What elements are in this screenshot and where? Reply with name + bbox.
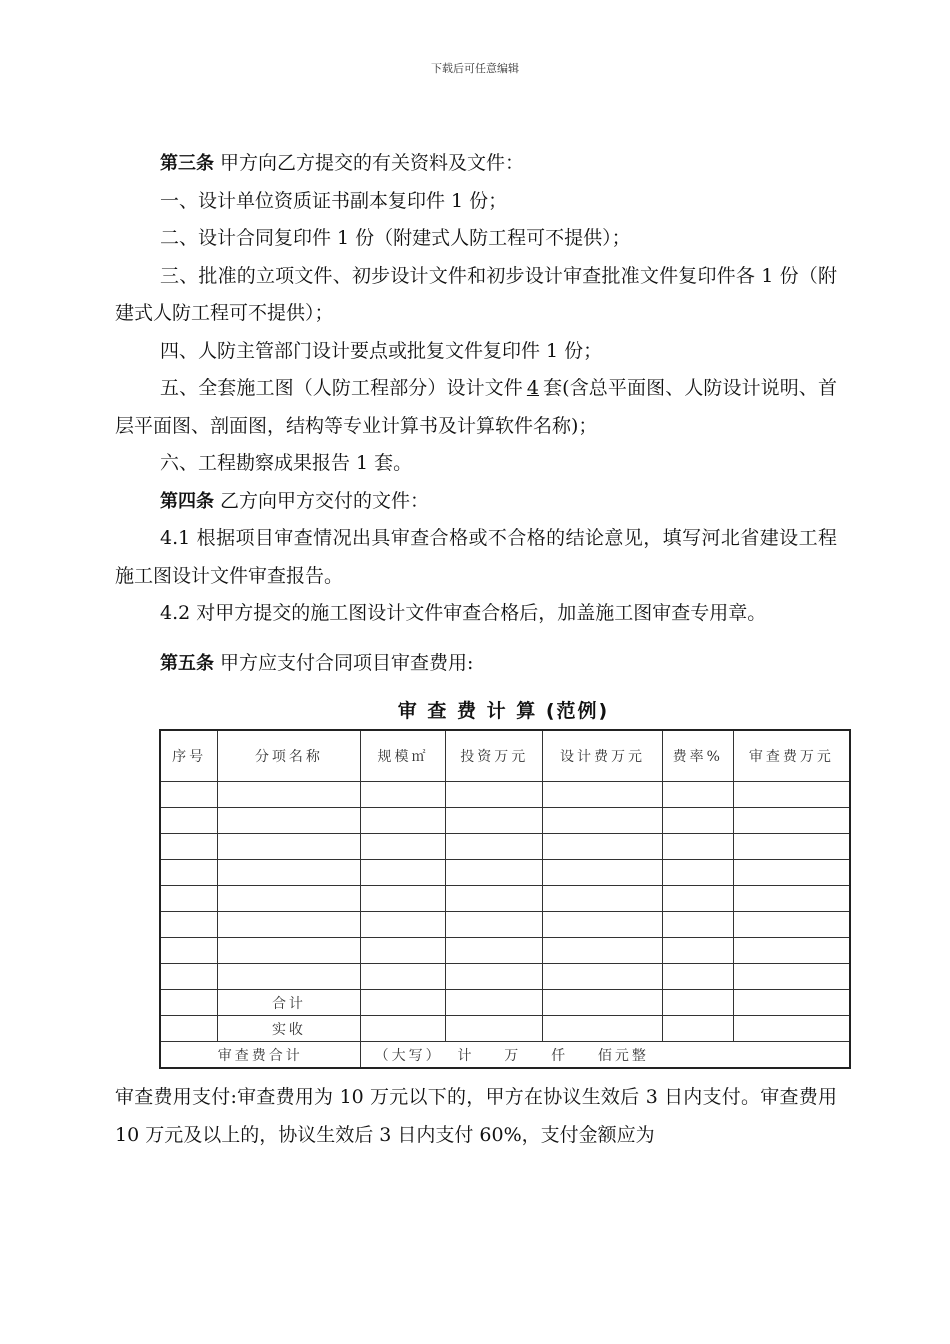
table-cell[interactable] (543, 834, 663, 860)
article-4-heading (115, 483, 837, 521)
table-cell[interactable] (662, 886, 733, 912)
table-cell[interactable] (446, 808, 543, 834)
header-cell: 投资万元 (446, 730, 543, 782)
table-cell[interactable] (160, 834, 218, 860)
table-cell[interactable] (360, 1016, 446, 1042)
page-header: 下载后可任意编辑 (431, 62, 519, 75)
table-cell[interactable] (446, 886, 543, 912)
table-row (160, 860, 850, 886)
table-cell[interactable] (360, 990, 446, 1016)
table-cell[interactable] (360, 938, 446, 964)
fee-table (159, 729, 851, 1069)
subtotal-label: 合计 (218, 990, 360, 1016)
article-4-item-2: 4.2 对甲方提交的施工图设计文件审查合格后，加盖施工图审查专用章。 (160, 602, 767, 624)
actual-label: 实收 (218, 1016, 360, 1042)
table-cell[interactable] (160, 990, 218, 1016)
document-body (115, 145, 837, 1154)
table-cell[interactable] (360, 860, 446, 886)
table-row (160, 834, 850, 860)
total-row (160, 1042, 850, 1069)
item-5-pre: 五、全套施工图（人防工程部分）设计文件 (160, 377, 523, 399)
table-cell[interactable] (218, 938, 360, 964)
actual-row (160, 1016, 850, 1042)
table-cell[interactable] (160, 1016, 218, 1042)
table-cell[interactable] (446, 1016, 543, 1042)
article-3-item-4: 四、人防主管部门设计要点或批复文件复印件 1 份； (160, 339, 603, 362)
table-cell[interactable] (543, 938, 663, 964)
table-cell[interactable] (662, 990, 733, 1016)
article-3-item-1: 一、设计单位资质证书副本复印件 1 份； (160, 189, 508, 212)
header-cell: 序号 (160, 730, 218, 782)
table-cell[interactable] (160, 964, 218, 990)
table-cell[interactable] (543, 990, 663, 1016)
table-cell[interactable] (662, 834, 733, 860)
table-row (160, 912, 850, 938)
table-cell[interactable] (218, 834, 360, 860)
table-cell[interactable] (218, 808, 360, 834)
table-cell[interactable] (543, 964, 663, 990)
article-3-heading (115, 145, 837, 183)
table-cell[interactable] (662, 1016, 733, 1042)
header-cell: 设计费万元 (543, 730, 663, 782)
table-cell[interactable] (733, 808, 850, 834)
table-cell[interactable] (662, 938, 733, 964)
table-cell[interactable] (360, 912, 446, 938)
table-cell[interactable] (218, 912, 360, 938)
table-cell[interactable] (543, 886, 663, 912)
table-cell[interactable] (360, 834, 446, 860)
table-cell[interactable] (360, 782, 446, 808)
table-cell[interactable] (662, 912, 733, 938)
article-4-item-1: 4.1 根据项目审查情况出具审查合格或不合格的结论意见，填写河北省建设工程施工图设计文件审查报告。 (115, 527, 837, 587)
table-cell[interactable] (543, 1016, 663, 1042)
table-cell[interactable] (733, 938, 850, 964)
subtotal-row (160, 990, 850, 1016)
fee-table-title: 审 查 费 计 算 (范例) (397, 700, 610, 722)
table-cell[interactable] (733, 964, 850, 990)
table-cell[interactable] (218, 860, 360, 886)
table-cell[interactable] (543, 860, 663, 886)
table-cell[interactable] (446, 834, 543, 860)
article-3-item-6: 六、工程勘察成果报告 1 套。 (160, 452, 413, 474)
article-3-item-2: 二、设计合同复印件 1 份（附建式人防工程可不提供）； (160, 227, 631, 249)
table-cell[interactable] (733, 860, 850, 886)
table-cell[interactable] (218, 782, 360, 808)
item-5-post: 套(含总平面图、人防设计说明、首层平面图、剖面图，结构等专业计算书及计算软件名称)； (115, 377, 837, 437)
table-header-row (160, 730, 850, 782)
table-cell[interactable] (218, 886, 360, 912)
table-cell[interactable] (160, 860, 218, 886)
table-cell[interactable] (446, 938, 543, 964)
article-3-label: 第三条 (160, 153, 214, 174)
table-row (160, 808, 850, 834)
table-cell[interactable] (543, 912, 663, 938)
table-cell[interactable] (218, 964, 360, 990)
item-5-count: 4 (526, 377, 539, 399)
table-cell[interactable] (733, 912, 850, 938)
table-row (160, 886, 850, 912)
table-cell[interactable] (360, 808, 446, 834)
table-cell[interactable] (360, 964, 446, 990)
table-row (160, 782, 850, 808)
table-cell[interactable] (733, 834, 850, 860)
header-cell: 审查费万元 (733, 730, 850, 782)
payment-paragraph: 审查费用支付:审查费用为 10 万元以下的，甲方在协议生效后 3 日内支付。审查费用 10 万元及以上的，协议生效后 3 日内支付 60%，支付金额应为 (115, 1086, 837, 1146)
total-amount-text: （大写） 计 万 仟 佰元整 (360, 1042, 850, 1069)
table-cell[interactable] (160, 912, 218, 938)
article-3-item-5 (115, 370, 837, 445)
table-cell[interactable] (446, 990, 543, 1016)
article-5-heading (115, 645, 837, 683)
header-cell: 分项名称 (218, 730, 360, 782)
table-cell[interactable] (662, 860, 733, 886)
table-row (160, 964, 850, 990)
table-cell[interactable] (662, 808, 733, 834)
article-5-label: 第五条 (160, 652, 214, 674)
table-cell[interactable] (446, 860, 543, 886)
article-5-text: 甲方应支付合同项目审查费用: (214, 651, 474, 674)
table-cell[interactable] (160, 782, 218, 808)
table-cell[interactable] (733, 782, 850, 808)
table-cell[interactable] (733, 1016, 850, 1042)
header-cell: 费率% (662, 730, 733, 782)
table-cell[interactable] (446, 964, 543, 990)
table-cell[interactable] (446, 912, 543, 938)
table-cell[interactable] (160, 808, 218, 834)
table-cell[interactable] (662, 782, 733, 808)
table-cell[interactable] (662, 964, 733, 990)
total-label: 审查费合计 (160, 1042, 360, 1069)
table-cell[interactable] (446, 782, 543, 808)
table-cell[interactable] (543, 808, 663, 834)
article-3-text: 甲方向乙方提交的有关资料及文件： (214, 152, 525, 174)
table-cell[interactable] (543, 782, 663, 808)
table-cell[interactable] (160, 938, 218, 964)
article-3-item-3: 三、批准的立项文件、初步设计文件和初步设计审查批准文件复印件各 1 份（附建式人防工程可不提供）； (115, 264, 837, 324)
table-cell[interactable] (160, 886, 218, 912)
article-4-text: 乙方向甲方交付的文件： (214, 489, 430, 512)
table-row (160, 938, 850, 964)
article-4-label: 第四条 (160, 490, 214, 512)
header-cell: 规模㎡ (360, 730, 446, 782)
table-cell[interactable] (360, 886, 446, 912)
table-cell[interactable] (733, 990, 850, 1016)
table-cell[interactable] (733, 886, 850, 912)
